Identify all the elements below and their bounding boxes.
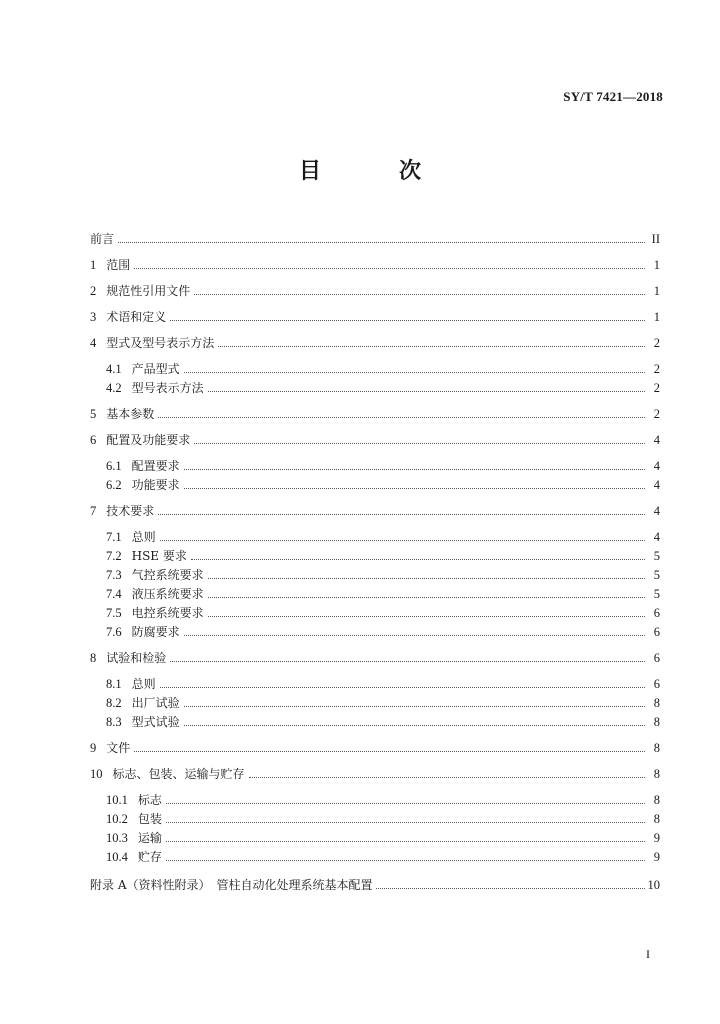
dot-leader (166, 821, 645, 823)
toc-entry-page: 5 (653, 568, 660, 582)
toc-entry-title: 附录 A（资料性附录） 管柱自动化处理系统基本配置 (90, 878, 373, 892)
toc-entry-title: 运输 (137, 831, 162, 845)
toc-entry-number: 3 (90, 310, 97, 324)
toc-entry-page: 4 (653, 459, 660, 473)
dot-leader (170, 660, 645, 662)
toc-entry-page: 6 (653, 677, 660, 691)
toc-entry-page: 2 (653, 362, 660, 376)
toc-subentry[interactable] (106, 692, 660, 710)
toc-entry[interactable] (90, 737, 660, 755)
dot-leader (170, 319, 645, 321)
toc-entry[interactable] (90, 500, 660, 518)
toc-entry-page: 9 (653, 831, 660, 845)
toc-entry-page: 6 (653, 625, 660, 639)
toc-subentry[interactable] (106, 564, 660, 582)
toc-entry-number: 6.2 (106, 478, 122, 492)
toc-entry-title: 规范性引用文件 (106, 284, 191, 298)
toc-entry[interactable] (90, 403, 660, 421)
toc-entry-number: 8.2 (106, 696, 122, 710)
toc-entry-number: 2 (90, 284, 97, 298)
toc-entry-number: 7 (90, 504, 97, 518)
dot-leader (208, 390, 645, 392)
toc-entry-page: 8 (653, 696, 660, 710)
toc-entry-number: 10.1 (106, 793, 128, 807)
toc-entry-title: 文件 (106, 741, 131, 755)
toc-entry-title: 标志 (137, 793, 162, 807)
toc-subentry[interactable] (106, 827, 660, 845)
toc-entry-number: 7.1 (106, 530, 122, 544)
toc-entry-page: 4 (653, 530, 660, 544)
toc-subentry[interactable] (106, 583, 660, 601)
toc-entry-title: 基本参数 (106, 407, 155, 421)
dot-leader (184, 634, 645, 636)
toc-subentry[interactable] (106, 808, 660, 826)
toc-entry-title: 功能要求 (131, 478, 180, 492)
dot-leader (191, 558, 645, 560)
toc-entry-page: 4 (653, 504, 660, 518)
dot-leader (166, 840, 645, 842)
dot-leader (376, 887, 644, 889)
dot-leader (184, 468, 645, 470)
toc-subentry[interactable] (106, 526, 660, 544)
dot-leader (184, 724, 645, 726)
toc-entry-number: 6 (90, 433, 97, 447)
dot-leader (208, 615, 645, 617)
toc-entry-title: 贮存 (137, 850, 162, 864)
toc-entry-number: 10 (90, 767, 103, 781)
dot-leader (194, 293, 645, 295)
toc-entry-number: 7.5 (106, 606, 122, 620)
dot-leader (208, 596, 645, 598)
toc-entry-number: 10.4 (106, 850, 128, 864)
toc-entry-page: 8 (653, 715, 660, 729)
toc-entry-number: 7.2 (106, 549, 122, 563)
dot-leader (184, 487, 645, 489)
toc-entry-page: 1 (653, 284, 660, 298)
dot-leader (184, 371, 645, 373)
toc-entry-page: II (651, 232, 660, 246)
toc-entry-number: 7.6 (106, 625, 122, 639)
toc-entry-title: 型式试验 (131, 715, 180, 729)
toc-entry[interactable] (90, 332, 660, 350)
toc-entry-title: 配置要求 (131, 459, 180, 473)
toc-subentry[interactable] (106, 358, 660, 376)
toc-entry[interactable] (90, 763, 660, 781)
toc-entry-title: 配置及功能要求 (106, 433, 191, 447)
dot-leader (249, 776, 645, 778)
toc-entry-page: 5 (653, 587, 660, 601)
toc-entry-title: 型号表示方法 (131, 381, 204, 395)
dot-leader (218, 345, 645, 347)
toc-subentry[interactable] (106, 545, 660, 563)
toc-entry[interactable] (90, 429, 660, 447)
toc-entry[interactable] (90, 647, 660, 665)
toc-entry[interactable] (90, 306, 660, 324)
toc-entry-number: 10.3 (106, 831, 128, 845)
toc-entry-page: 8 (653, 741, 660, 755)
toc-entry[interactable] (90, 254, 660, 272)
toc-entry-page: 8 (653, 767, 660, 781)
toc-entry-number: 7.3 (106, 568, 122, 582)
toc-entry-page: 2 (653, 381, 660, 395)
dot-leader (118, 241, 645, 243)
toc-entry-number: 7.4 (106, 587, 122, 601)
dot-leader (208, 577, 645, 579)
toc-entry-number: 8.1 (106, 677, 122, 691)
dot-leader (134, 267, 645, 269)
dot-leader (166, 802, 645, 804)
toc-entry-number: 4.2 (106, 381, 122, 395)
toc-entry-number: 4.1 (106, 362, 122, 376)
toc-entry-page: 4 (653, 433, 660, 447)
toc-entry-title: 气控系统要求 (131, 568, 204, 582)
dot-leader (160, 539, 645, 541)
toc-entry-title: 总则 (131, 677, 156, 691)
toc-entry-page: 8 (653, 812, 660, 826)
toc-entry-number: 10.2 (106, 812, 128, 826)
toc-entry-page: 1 (653, 258, 660, 272)
toc-subentry[interactable] (106, 474, 660, 492)
toc-entry-number: 8 (90, 651, 97, 665)
toc-entry-number: 8.3 (106, 715, 122, 729)
toc-entry-title: HSE 要求 (131, 549, 187, 563)
dot-leader (160, 686, 645, 688)
toc-entry-number: 1 (90, 258, 97, 272)
toc-entry-title: 标志、包装、运输与贮存 (112, 767, 245, 781)
toc-entry-page: 9 (653, 850, 660, 864)
toc-entry-title: 防腐要求 (131, 625, 180, 639)
toc-subentry[interactable] (106, 621, 660, 639)
toc-entry-title: 液压系统要求 (131, 587, 204, 601)
toc-entry-page: 4 (653, 478, 660, 492)
toc-subentry[interactable] (106, 602, 660, 620)
toc-subentry[interactable] (106, 455, 660, 473)
toc-entry-title: 前言 (90, 232, 115, 246)
toc-entry[interactable] (90, 280, 660, 298)
toc-subentry[interactable] (106, 711, 660, 729)
page-title: 目 次 (298, 158, 449, 184)
dot-leader (158, 416, 645, 418)
toc-entry-title: 包装 (137, 812, 162, 826)
toc-entry-foreword[interactable] (90, 228, 660, 246)
toc-subentry[interactable] (106, 789, 660, 807)
dot-leader (194, 442, 645, 444)
toc-entry-title: 产品型式 (131, 362, 180, 376)
toc-subentry[interactable] (106, 673, 660, 691)
toc-subentry[interactable] (106, 846, 660, 864)
dot-leader (158, 513, 645, 515)
toc-entry-title: 技术要求 (106, 504, 155, 518)
toc-entry-title: 术语和定义 (106, 310, 167, 324)
dot-leader (166, 859, 645, 861)
dot-leader (184, 705, 645, 707)
toc-entry-title: 试验和检验 (106, 651, 167, 665)
toc-entry-appendix-a[interactable] (90, 874, 660, 892)
toc-entry-number: 6.1 (106, 459, 122, 473)
toc-entry-page: 2 (653, 336, 660, 350)
toc-entry-page: 6 (653, 606, 660, 620)
toc-entry-number: 4 (90, 336, 97, 350)
standard-code: SY/T 7421—2018 (563, 89, 663, 104)
toc-entry-page: 10 (647, 878, 660, 892)
toc-subentry[interactable] (106, 377, 660, 395)
toc-entry-title: 型式及型号表示方法 (106, 336, 215, 350)
toc-entry-page: 5 (653, 549, 660, 563)
toc-entry-title: 总则 (131, 530, 156, 544)
dot-leader (134, 750, 645, 752)
toc-entry-page: 8 (653, 793, 660, 807)
toc-entry-page: 6 (653, 651, 660, 665)
toc-entry-title: 范围 (106, 258, 131, 272)
toc-entry-title: 电控系统要求 (131, 606, 204, 620)
page-number: I (646, 947, 650, 961)
toc-entry-title: 出厂试验 (131, 696, 180, 710)
toc-entry-number: 5 (90, 407, 97, 421)
toc-entry-page: 1 (653, 310, 660, 324)
toc-entry-number: 9 (90, 741, 97, 755)
toc-entry-page: 2 (653, 407, 660, 421)
